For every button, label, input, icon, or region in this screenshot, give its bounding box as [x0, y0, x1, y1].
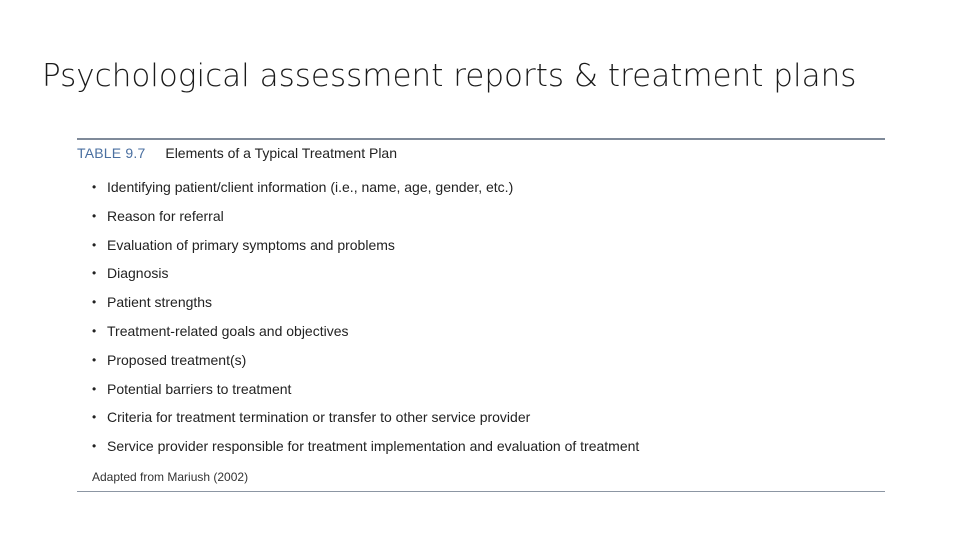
- list-item-text: Proposed treatment(s): [107, 351, 247, 368]
- list-item-text: Potential barriers to treatment: [107, 380, 292, 397]
- list-item-text: Identifying patient/client information (i.e., name, age, gender, etc.): [107, 179, 514, 195]
- table-bottom-rule: [77, 491, 885, 492]
- list-item: [92, 380, 639, 409]
- list-item-text: Reason for referral: [107, 207, 224, 224]
- bullet-icon: •: [92, 180, 97, 194]
- bullet-icon: •: [92, 208, 97, 223]
- table-caption: [77, 145, 397, 161]
- table-top-rule: [77, 138, 885, 140]
- table-heading: Elements of a Typical Treatment Plan: [165, 145, 397, 161]
- list-item-text: Patient strengths: [107, 294, 213, 311]
- list-item: [92, 437, 639, 466]
- list-item: [92, 351, 639, 380]
- list-item-text: Service provider responsible for treatment implementation and evaluation of treatment: [107, 438, 640, 455]
- bullet-icon: •: [92, 381, 97, 396]
- table-number-label: TABLE 9.7: [77, 145, 146, 161]
- list-item-text: Treatment-related goals and objectives: [107, 322, 349, 339]
- list-item: [92, 322, 639, 351]
- table-source-note: Adapted from Mariush (2002): [92, 470, 249, 484]
- slide-title: Psychological assessment reports & treatment plans: [42, 58, 857, 94]
- list-item-text: Diagnosis: [107, 265, 169, 282]
- list-item-text: Evaluation of primary symptoms and problems: [107, 236, 395, 253]
- bullet-icon: •: [92, 237, 97, 252]
- plan-elements-list: [92, 178, 639, 466]
- bullet-icon: •: [92, 439, 97, 454]
- bullet-icon: •: [92, 266, 97, 281]
- list-item: [92, 408, 639, 437]
- list-item: [92, 293, 639, 322]
- list-item: [92, 207, 639, 236]
- treatment-plan-table: [77, 138, 885, 492]
- bullet-icon: •: [92, 410, 97, 425]
- bullet-icon: •: [92, 295, 97, 310]
- list-item: [92, 236, 639, 265]
- list-item-text: Criteria for treatment termination or transfer to other service provider: [107, 409, 531, 426]
- bullet-icon: •: [92, 352, 97, 367]
- list-item: [92, 264, 639, 293]
- list-item: [92, 178, 639, 207]
- bullet-icon: •: [92, 323, 97, 338]
